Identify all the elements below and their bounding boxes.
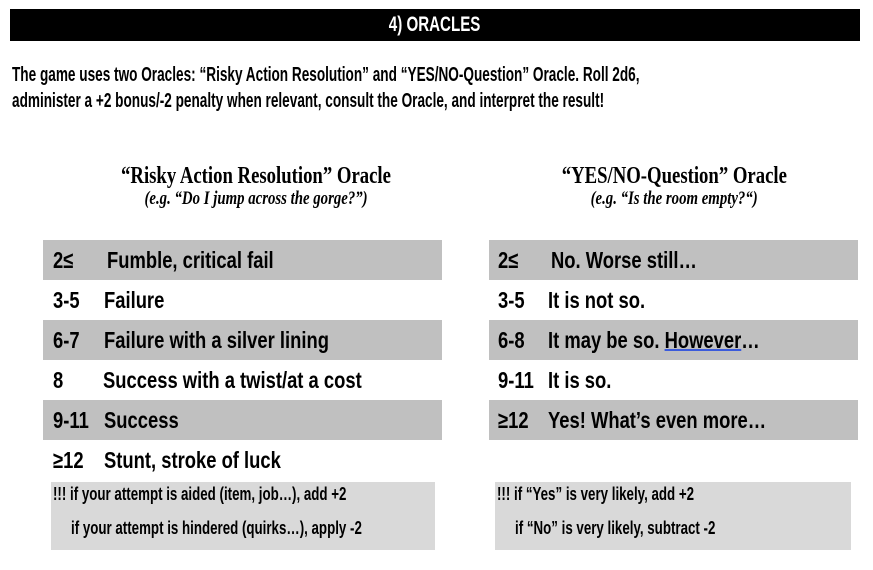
yesno-result: It may be so. However… (548, 327, 760, 353)
risky-result: Success with a twist/at a cost (103, 367, 362, 393)
section-title: 4) ORACLES (389, 13, 481, 36)
yesno-note-line-1: !!! if “Yes” is very likely, add +2 (497, 484, 695, 504)
yesno-note-line-2: if “No” is very likely, subtract -2 (515, 518, 716, 538)
risky-row (43, 440, 442, 480)
risky-result: Success (104, 407, 179, 433)
yesno-result: It is so. (548, 367, 612, 393)
yesno-row (489, 280, 858, 320)
risky-roll: 8 (53, 367, 64, 393)
risky-note-line-2: if your attempt is hindered (quirks…), apply -2 (71, 518, 362, 538)
yesno-row (489, 360, 858, 400)
risky-row (43, 360, 442, 400)
yesno-roll: 9-11 (498, 367, 534, 393)
risky-roll: ≥12 (53, 447, 84, 473)
risky-row (43, 320, 442, 360)
yesno-result: It is not so. (548, 287, 646, 313)
section-title-bar (10, 9, 860, 41)
risky-roll: 6-7 (53, 327, 80, 353)
yesno-roll: 6-8 (498, 327, 525, 353)
yesno-result: No. Worse still… (551, 247, 697, 273)
yesno-row (489, 320, 858, 360)
risky-row (43, 240, 442, 280)
yesno-oracle-subtitle: (e.g. “Is the room empty?“) (590, 188, 758, 209)
yesno-oracle-title: “YES/NO-Question” Oracle (561, 163, 787, 189)
spellcheck-underlined-word: However (664, 327, 742, 353)
yesno-row (489, 240, 858, 280)
risky-oracle-header (40, 162, 472, 210)
risky-oracle-title: “Risky Action Resolution” Oracle (121, 163, 391, 189)
intro-line-1: The game uses two Oracles: “Risky Action Resolution” and “YES/NO-Question” Oracle. Roll 2d6, (12, 64, 640, 86)
risky-roll: 9-11 (53, 407, 89, 433)
risky-row (43, 400, 442, 440)
risky-result: Fumble, critical fail (107, 247, 274, 273)
yesno-roll: ≥12 (498, 407, 529, 433)
risky-result: Stunt, stroke of luck (104, 447, 281, 473)
yesno-modifier-note (495, 482, 851, 550)
yesno-result: Yes! What’s even more… (548, 407, 767, 433)
yesno-roll: 3-5 (498, 287, 525, 313)
risky-result: Failure (104, 287, 165, 313)
risky-oracle-subtitle: (e.g. “Do I jump across the gorge?”) (144, 188, 368, 209)
intro-line-2: administer a +2 bonus/-2 penalty when relevant, consult the Oracle, and interpret the result! (12, 90, 605, 112)
risky-row (43, 280, 442, 320)
risky-roll: 2≤ (53, 247, 74, 273)
yesno-row (489, 400, 858, 440)
risky-roll: 3-5 (53, 287, 80, 313)
risky-result: Failure with a silver lining (104, 327, 329, 353)
yesno-oracle-header (470, 162, 873, 210)
risky-modifier-note (51, 482, 435, 550)
risky-note-line-1: !!! if your attempt is aided (item, job…), add +2 (53, 484, 347, 504)
yesno-roll: 2≤ (498, 247, 519, 273)
